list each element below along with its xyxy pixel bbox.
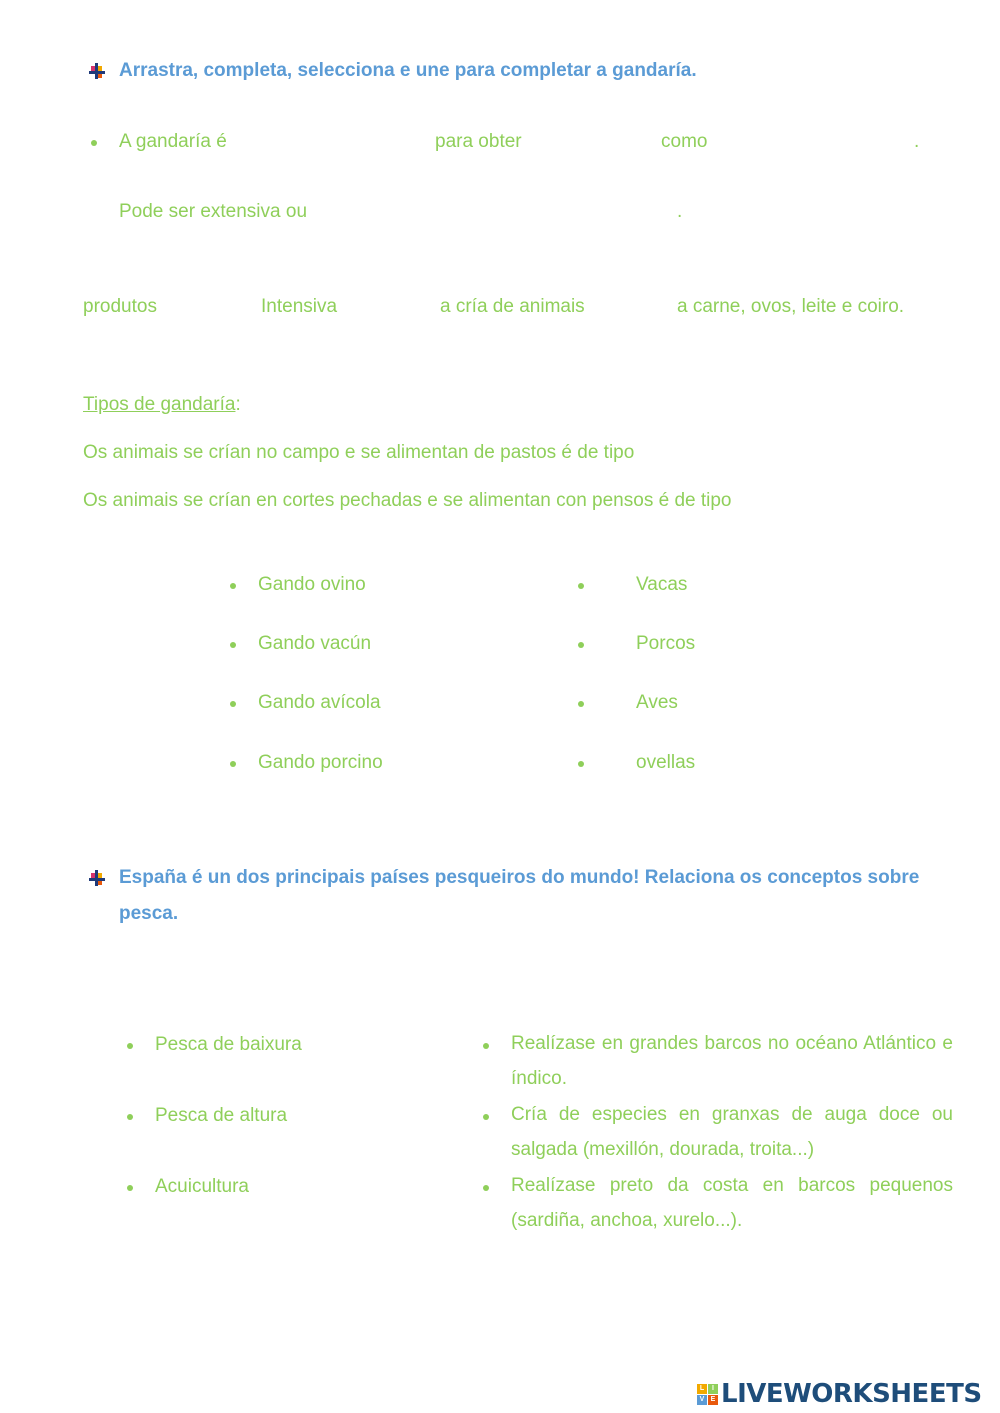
match1-left-item[interactable]: Gando porcino (258, 752, 383, 773)
sentence1-part3: como (661, 131, 708, 152)
logo-badge-icon (697, 1384, 718, 1405)
word-bank-item[interactable]: produtos (83, 296, 157, 317)
match2-right-item[interactable]: Realízase preto da costa en barcos pequenos (sardiña, anchoa, xurelo...). (511, 1175, 953, 1231)
tipos-colon: : (235, 394, 241, 415)
bullet-icon (230, 642, 236, 648)
bullet-icon (230, 583, 236, 589)
sentence1-part2: para obter (435, 131, 522, 152)
match1-left-item[interactable]: Gando ovino (258, 574, 366, 595)
drop-gap-2[interactable] (532, 129, 652, 153)
logo-badge-letter: V (697, 1395, 707, 1405)
section-heading-gandaria: Arrastra, completa, selecciona e une para completar a gandaría. (119, 60, 697, 81)
bullet-icon (483, 1114, 489, 1120)
sentence1-end: . (914, 131, 920, 152)
match1-right-item[interactable]: ovellas (636, 752, 696, 773)
match1-right-item[interactable]: Porcos (636, 633, 696, 654)
word-bank-item[interactable]: a cría de animais (440, 296, 585, 317)
section-heading-pesca-line1: España é un dos principais países pesqueiros do mundo! Relaciona os conceptos sobre (119, 867, 920, 888)
match1-right-item[interactable]: Aves (636, 692, 678, 713)
match1-left-item[interactable]: Gando vacún (258, 633, 372, 654)
match2-right-item[interactable]: Cría de especies en granxas de auga doce ou salgada (mexillón, dourada, troita...) (511, 1104, 953, 1160)
logo-text: LIVEWORKSHEETS (721, 1379, 982, 1409)
bullet-icon (578, 642, 584, 648)
bullet-icon (578, 583, 584, 589)
logo-badge-letter: L (697, 1384, 707, 1394)
sentence2-part1: Pode ser extensiva ou (119, 201, 308, 222)
bullet-icon (127, 1114, 133, 1120)
match1-right-item[interactable]: Vacas (636, 574, 688, 595)
drop-gap-1[interactable] (240, 129, 425, 153)
word-bank-item[interactable]: a carne, ovos, leite e coiro. (677, 296, 905, 317)
bullet-icon (230, 701, 236, 707)
bullet-icon (91, 140, 97, 146)
tipos-title-row (83, 394, 241, 416)
match2-left-item[interactable]: Acuicultura (155, 1176, 249, 1197)
bullet-icon (127, 1043, 133, 1049)
liveworksheets-logo (697, 1376, 982, 1412)
arrow-bullet-icon (88, 869, 106, 887)
match2-right-item[interactable]: Realízase en grandes barcos no océano Atlántico e índico. (511, 1033, 953, 1089)
bullet-icon (483, 1043, 489, 1049)
drop-gap-3[interactable] (718, 129, 908, 153)
bullet-icon (483, 1185, 489, 1191)
word-bank-item[interactable]: Intensiva (261, 296, 338, 317)
arrow-bullet-icon (88, 62, 106, 80)
sentence2-end: . (677, 201, 683, 222)
tipos-line1: Os animais se crían no campo e se alimentan de pastos é de tipo (83, 442, 635, 463)
match2-left-item[interactable]: Pesca de baixura (155, 1034, 302, 1055)
match2-left-item[interactable]: Pesca de altura (155, 1105, 288, 1126)
section-heading-pesca-line2: pesca. (119, 903, 179, 924)
drop-gap-4[interactable] (325, 199, 670, 223)
tipos-line2: Os animais se crían en cortes pechadas e se alimentan con pensos é de tipo (83, 490, 732, 511)
bullet-icon (578, 701, 584, 707)
logo-badge-letter: I (708, 1384, 718, 1394)
sentence1-part1: A gandaría é (119, 131, 227, 152)
bullet-icon (127, 1185, 133, 1191)
tipos-title: Tipos de gandaría (83, 394, 236, 415)
bullet-icon (230, 761, 236, 767)
bullet-icon (578, 761, 584, 767)
logo-badge-letter: E (708, 1395, 718, 1405)
match1-left-item[interactable]: Gando avícola (258, 692, 381, 713)
